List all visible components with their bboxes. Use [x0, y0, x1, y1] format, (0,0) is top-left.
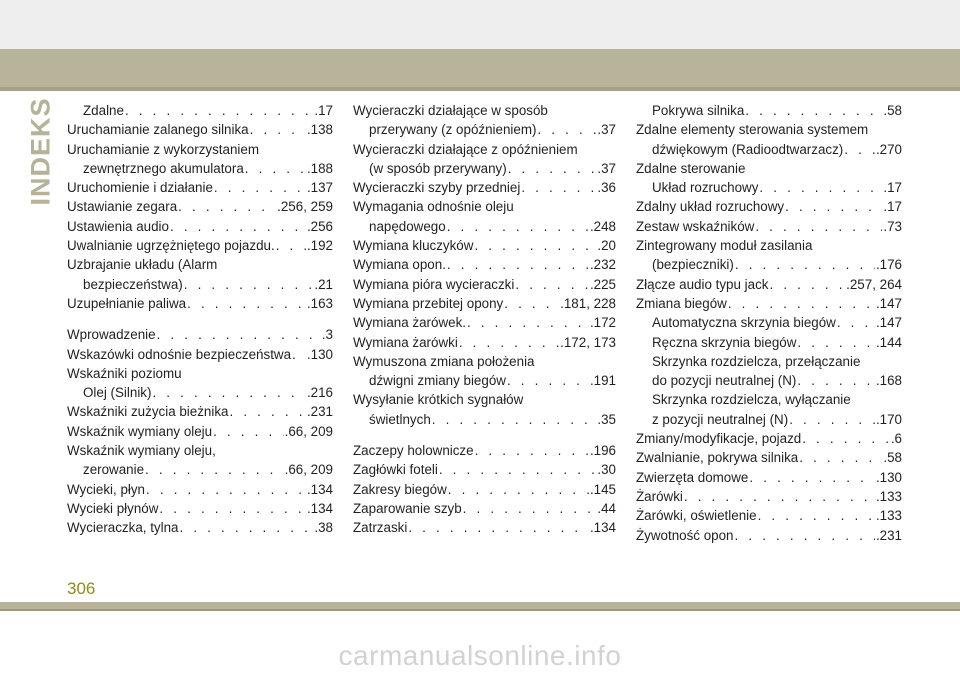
dot-leader [728, 294, 875, 313]
entry-text: zewnętrznego akumulatora [83, 160, 244, 176]
entry-text: Wskazówki odnośnie bezpieczeństwa [67, 346, 292, 362]
entry-text: Żarówki, oświetlenie [636, 508, 757, 524]
dot-leader [758, 506, 875, 525]
dot-leader [213, 422, 283, 441]
entry-page-ref: .66, 209 [284, 462, 333, 478]
page-number: 306 [67, 579, 96, 598]
entry-page-ref: .144 [875, 334, 902, 350]
entry-page-ref: .6 [890, 431, 902, 447]
entry-page-ref: .163 [306, 295, 333, 311]
entry-page-ref: .17 [883, 199, 902, 215]
entry-text: do pozycji neutralnej (N) [652, 373, 797, 389]
entry-text: dźwigni zmiany biegów [369, 373, 506, 389]
index-entry [67, 345, 333, 364]
entry-text: Zatrzaski [353, 520, 408, 536]
entry-text: (w sposób przerywany) [369, 160, 507, 176]
entry-text: Zestaw wskaźników [636, 218, 755, 234]
index-entry [636, 333, 902, 352]
dot-leader [749, 468, 875, 487]
index-entry [353, 120, 616, 139]
index-entry [353, 352, 616, 371]
index-entry [67, 120, 333, 139]
dot-leader [467, 313, 589, 332]
index-entry [67, 422, 333, 441]
dot-leader [180, 518, 314, 537]
header-band [0, 49, 960, 87]
entry-text: Wprowadzenie [67, 327, 156, 343]
entry-text: Uzbrajanie układu (Alarm [67, 257, 218, 273]
index-entry [353, 101, 616, 120]
dot-leader [230, 402, 306, 421]
entry-text: Pokrywa silnika [652, 103, 745, 118]
entry-page-ref: .257, 264 [846, 276, 902, 292]
index-entry [353, 333, 616, 352]
dot-leader [184, 275, 314, 294]
dot-leader [459, 333, 559, 352]
entry-page-ref: .137 [306, 180, 333, 196]
entry-text: Uruchamianie zalanego silnika [67, 122, 249, 138]
dot-leader [408, 518, 589, 537]
dot-leader [755, 217, 882, 236]
dot-leader [145, 460, 284, 479]
dot-leader [474, 236, 596, 255]
entry-page-ref: .168 [875, 373, 902, 389]
entry-page-ref: .170 [875, 411, 902, 427]
entry-text: dźwiękowym (Radioodtwarzacz) [652, 141, 844, 157]
dot-leader [250, 120, 306, 139]
entry-page-ref: .37 [597, 122, 616, 138]
entry-text: Ustawianie zegara [67, 199, 178, 215]
entry-page-ref: .134 [306, 500, 333, 516]
dot-leader [770, 275, 846, 294]
index-entry [636, 390, 902, 409]
entry-text: Wymiana żarówki [353, 334, 458, 350]
entry-page-ref: .231 [875, 527, 902, 543]
entry-text: Skrzynka rozdzielcza, przełączanie [652, 353, 861, 369]
index-entry [353, 499, 616, 518]
entry-text: Żywotność opon [636, 527, 734, 543]
entry-page-ref: .256 [306, 218, 333, 234]
entry-text: świetlnych [369, 411, 431, 427]
entry-page-ref: .44 [597, 500, 616, 516]
entry-page-ref: .176 [875, 257, 902, 273]
dot-leader [504, 294, 559, 313]
dot-leader [507, 371, 589, 390]
dot-leader [432, 410, 597, 429]
entry-text: Wymiana żarówek. [353, 315, 466, 331]
index-entry [636, 352, 902, 371]
index-entry [636, 140, 902, 159]
index-entry [67, 480, 333, 499]
index-entry [636, 526, 902, 545]
index-entry [353, 460, 616, 479]
dot-leader [475, 441, 589, 460]
dot-leader [785, 197, 882, 216]
entry-page-ref: .256, 259 [277, 199, 333, 215]
dot-leader [684, 487, 875, 506]
index-entry [67, 325, 333, 344]
entry-page-ref: .248 [589, 218, 616, 234]
dot-leader [178, 197, 276, 216]
index-column-3 [636, 101, 902, 545]
entry-text: Wymiana pióra wycieraczki [353, 276, 515, 292]
index-entry [67, 197, 333, 216]
index-entry [353, 313, 616, 332]
dot-leader [799, 448, 882, 467]
entry-page-ref: .231 [306, 404, 333, 420]
entry-text: napędowego [369, 218, 446, 234]
index-entry [67, 275, 333, 294]
dot-leader [159, 499, 306, 518]
dot-leader [157, 325, 321, 344]
entry-page-ref: .181, 228 [560, 295, 616, 311]
index-entry [353, 518, 616, 537]
dot-leader [789, 410, 875, 429]
entry-page-ref: .66, 209 [284, 423, 333, 439]
index-entry [67, 294, 333, 313]
index-entry [353, 236, 616, 255]
index-entry [636, 120, 902, 139]
entry-text: Wymiana przebitej opony [353, 295, 504, 311]
dot-leader [735, 526, 875, 545]
index-entry [67, 236, 333, 255]
section-tab [17, 96, 65, 206]
index-entry [636, 236, 902, 255]
entry-text: Olej (Silnik) [83, 385, 152, 401]
index-entry [67, 364, 333, 383]
entry-page-ref: .58 [883, 103, 902, 118]
entry-text: Zdalny układ rozruchowy [636, 199, 785, 215]
entry-page-ref: .21 [314, 276, 333, 292]
entry-text: Automatyczna skrzynia biegów [652, 315, 836, 331]
entry-page-ref: .134 [589, 520, 616, 536]
index-entry [353, 390, 616, 409]
entry-text: Układ rozruchowy [652, 180, 759, 196]
entry-page-ref: .216 [306, 385, 333, 401]
index-entry [353, 217, 616, 236]
index-entry [636, 294, 902, 313]
dot-leader [844, 140, 875, 159]
entry-text: Zwierzęta domowe [636, 469, 749, 485]
entry-page-ref: .145 [589, 481, 616, 497]
entry-page-ref: .147 [875, 315, 902, 331]
dot-leader [187, 294, 306, 313]
entry-text: Zaparowanie szyb [353, 500, 462, 516]
index-entry [636, 410, 902, 429]
entry-page-ref: .196 [589, 443, 616, 459]
entry-text: Wycieraczki działające z opóźnieniem [353, 141, 578, 157]
index-entry [353, 255, 616, 274]
entry-page-ref: .35 [597, 411, 616, 427]
dot-leader [508, 159, 597, 178]
index-column-2 [353, 101, 616, 538]
index-column-1 [67, 101, 333, 538]
index-entry [636, 255, 902, 274]
index-entry [353, 197, 616, 216]
index-entry [636, 429, 902, 448]
index-entry [353, 480, 616, 499]
index-entry [636, 197, 902, 216]
entry-text: Zaczepy holownicze [353, 443, 474, 459]
index-entry [636, 448, 902, 467]
dot-leader [276, 236, 306, 255]
index-entry [353, 275, 616, 294]
entry-text: z pozycji neutralnej (N) [652, 411, 789, 427]
entry-text: Uruchamianie z wykorzystaniem [67, 141, 259, 157]
index-entry [636, 506, 902, 525]
entry-page-ref: .130 [875, 469, 902, 485]
entry-page-ref: .30 [597, 462, 616, 478]
entry-page-ref: .17 [314, 103, 333, 118]
dot-leader [735, 255, 875, 274]
entry-text: Wskaźniki zużycia bieżnika [67, 404, 229, 420]
index-entry [636, 371, 902, 390]
dot-leader [447, 255, 589, 274]
top-bar [0, 0, 960, 49]
entry-page-ref: .20 [597, 238, 616, 254]
entry-page-ref: .73 [883, 218, 902, 234]
dot-leader [170, 217, 306, 236]
dot-leader [759, 178, 882, 197]
index-entry [636, 217, 902, 236]
entry-text: Wskaźnik wymiany oleju, [67, 443, 216, 459]
entry-text: Zdalne sterowanie [636, 160, 746, 176]
entry-page-ref: .134 [306, 481, 333, 497]
dot-leader [797, 371, 875, 390]
entry-text: Wycieraczki działające w sposób [353, 103, 548, 118]
index-entry [353, 410, 616, 429]
index-entry [67, 140, 333, 159]
entry-text: Wskaźniki poziomu [67, 365, 182, 381]
dot-leader [448, 480, 589, 499]
entry-page-ref: .225 [589, 276, 616, 292]
entry-page-ref: .232 [589, 257, 616, 273]
entry-text: (bezpieczniki) [652, 257, 734, 273]
entry-text: Zmiany/modyfikacje, pojazd [636, 431, 802, 447]
entry-text: Wysyłanie krótkich sygnałów [353, 392, 524, 408]
index-entry [353, 371, 616, 390]
entry-text: Wymiana kluczyków [353, 238, 474, 254]
entry-page-ref: .36 [597, 180, 616, 196]
entry-text: Wycieraczka, tylna [67, 520, 179, 536]
index-entry [67, 518, 333, 537]
entry-text: Ustawienia audio [67, 218, 169, 234]
dot-leader [292, 345, 306, 364]
entry-page-ref: .130 [306, 346, 333, 362]
entry-text: Wymuszona zmiana położenia [353, 353, 535, 369]
entry-text: Zakresy biegów [353, 481, 447, 497]
section-gap [67, 313, 333, 325]
entry-page-ref: .191 [589, 373, 616, 389]
dot-leader [802, 429, 890, 448]
entry-text: Wycieki, płyn [67, 481, 146, 497]
dot-leader [837, 313, 875, 332]
entry-page-ref: .133 [875, 508, 902, 524]
dot-leader [146, 480, 306, 499]
entry-page-ref: .17 [883, 180, 902, 196]
header-strip [0, 87, 960, 91]
dot-leader [152, 383, 305, 402]
index-entry [353, 294, 616, 313]
index-entry [67, 217, 333, 236]
entry-text: bezpieczeństwa) [83, 276, 183, 292]
entry-text: Ręczna skrzynia biegów [652, 334, 797, 350]
index-entry [636, 468, 902, 487]
entry-text: Uzupełnianie paliwa [67, 295, 187, 311]
index-entry [67, 383, 333, 402]
entry-text: Zagłówki foteli [353, 462, 438, 478]
dot-leader [515, 275, 589, 294]
watermark: carmanualsonline.info [338, 640, 622, 671]
entry-text: Uwalnianie ugrzężniętego pojazdu. [67, 238, 275, 254]
dot-leader [214, 178, 306, 197]
entry-page-ref: .188 [306, 160, 333, 176]
index-entry [67, 441, 333, 460]
index-entry [353, 178, 616, 197]
index-entry [67, 178, 333, 197]
entry-text: Uruchomienie i działanie [67, 180, 213, 196]
entry-text: Wymiana opon. [353, 257, 446, 273]
entry-page-ref: .147 [875, 295, 902, 311]
entry-text: zerowanie [83, 462, 145, 478]
dot-leader [745, 101, 882, 120]
index-entry [67, 159, 333, 178]
entry-text: przerywany (z opóźnieniem) [369, 122, 537, 138]
index-entry [636, 275, 902, 294]
entry-page-ref: .192 [306, 238, 333, 254]
dot-leader [447, 217, 589, 236]
index-entry [353, 441, 616, 460]
index-entry [353, 159, 616, 178]
entry-text: Wycieraczki szyby przedniej [353, 180, 521, 196]
index-entry [67, 499, 333, 518]
entry-page-ref: .37 [597, 160, 616, 176]
index-entry [636, 178, 902, 197]
dot-leader [797, 333, 875, 352]
index-entry [636, 487, 902, 506]
index-entry [636, 159, 902, 178]
index-entry [636, 313, 902, 332]
index-entry [67, 460, 333, 479]
entry-page-ref: .270 [875, 141, 902, 157]
index-entry [67, 101, 333, 120]
entry-text: Wskaźnik wymiany oleju [67, 423, 213, 439]
section-tab-label: INDEKS [25, 96, 56, 206]
dot-leader [521, 178, 596, 197]
entry-page-ref: .172, 173 [560, 334, 616, 350]
entry-text: Wymagania odnośnie oleju [353, 199, 514, 215]
entry-page-ref: .3 [321, 327, 333, 343]
index-entry [636, 101, 902, 120]
entry-text: Zmiana biegów [636, 295, 727, 311]
entry-page-ref: .58 [883, 450, 902, 466]
dot-leader [463, 499, 597, 518]
section-gap [353, 429, 616, 441]
entry-page-ref: .138 [306, 122, 333, 138]
entry-text: Wycieki płynów [67, 500, 159, 516]
entry-page-ref: .172 [589, 315, 616, 331]
index-entry [353, 140, 616, 159]
entry-page-ref: .133 [875, 488, 902, 504]
entry-text: Złącze audio typu jack [636, 276, 769, 292]
entry-text: Zdalne elementy sterowania systemem [636, 122, 869, 138]
dot-leader [537, 120, 596, 139]
dot-leader [245, 159, 306, 178]
entry-text: Zdalne [83, 103, 124, 118]
entry-text: Żarówki [636, 488, 683, 504]
entry-text: Zintegrowany moduł zasilania [636, 238, 813, 254]
entry-text: Skrzynka rozdzielcza, wyłączanie [652, 392, 851, 408]
index-entry [67, 255, 333, 274]
dot-leader [439, 460, 597, 479]
entry-text: Zwalnianie, pokrywa silnika [636, 450, 799, 466]
entry-page-ref: .38 [314, 520, 333, 536]
footer-band [0, 602, 960, 609]
index-entry [67, 402, 333, 421]
dot-leader [125, 101, 313, 120]
